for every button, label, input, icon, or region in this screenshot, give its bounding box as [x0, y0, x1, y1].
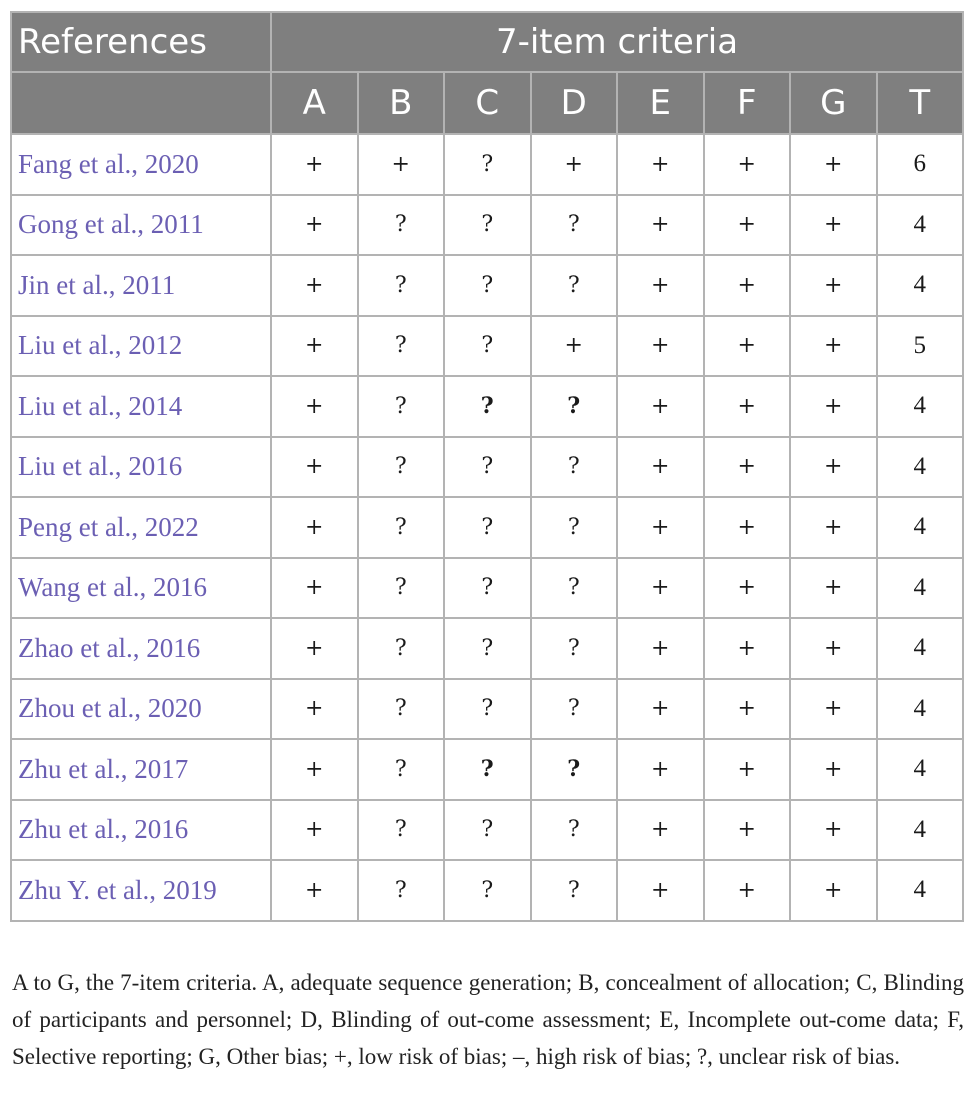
criterion-cell-g: + [790, 376, 877, 437]
table-row [11, 558, 963, 619]
criterion-cell-e: + [617, 134, 704, 195]
criterion-cell-f: + [704, 679, 791, 740]
total-score-cell: 5 [877, 316, 964, 377]
references-header-blank [11, 72, 271, 134]
criterion-cell-b: ? [358, 376, 445, 437]
criterion-cell-g: + [790, 679, 877, 740]
criterion-cell-f: + [704, 437, 791, 498]
criterion-cell-b: ? [358, 497, 445, 558]
criterion-cell-c: ? [444, 437, 531, 498]
criterion-cell-b: ? [358, 800, 445, 861]
criteria-group-header: 7-item criteria [271, 12, 963, 72]
total-score-cell: 4 [877, 195, 964, 256]
criterion-cell-a: + [271, 558, 358, 619]
column-header-f: F [704, 72, 791, 134]
column-header-d: D [531, 72, 618, 134]
criterion-cell-c: ? [444, 558, 531, 619]
criterion-cell-d: ? [531, 376, 618, 437]
criterion-cell-e: + [617, 800, 704, 861]
criterion-cell-c: ? [444, 860, 531, 921]
criterion-cell-f: + [704, 558, 791, 619]
total-score-cell: 4 [877, 679, 964, 740]
total-score-cell: 4 [877, 739, 964, 800]
criterion-cell-g: + [790, 739, 877, 800]
criterion-cell-f: + [704, 800, 791, 861]
criterion-cell-b: + [358, 134, 445, 195]
criterion-cell-c: ? [444, 255, 531, 316]
reference-link[interactable]: Zhao et al., 2016 [11, 618, 271, 679]
reference-link[interactable]: Jin et al., 2011 [11, 255, 271, 316]
criterion-cell-d: ? [531, 437, 618, 498]
table-row [11, 618, 963, 679]
criterion-cell-g: + [790, 316, 877, 377]
criterion-cell-b: ? [358, 739, 445, 800]
criterion-cell-a: + [271, 376, 358, 437]
reference-link[interactable]: Liu et al., 2016 [11, 437, 271, 498]
criterion-cell-f: + [704, 255, 791, 316]
criterion-cell-d: + [531, 316, 618, 377]
total-score-cell: 4 [877, 558, 964, 619]
criterion-cell-d: ? [531, 739, 618, 800]
criterion-cell-f: + [704, 618, 791, 679]
criterion-cell-b: ? [358, 195, 445, 256]
criterion-cell-g: + [790, 618, 877, 679]
table-row [11, 376, 963, 437]
criterion-cell-c: ? [444, 800, 531, 861]
criterion-cell-g: + [790, 860, 877, 921]
criterion-cell-d: ? [531, 255, 618, 316]
total-score-cell: 4 [877, 618, 964, 679]
criterion-cell-d: ? [531, 800, 618, 861]
header-row-top [11, 12, 963, 72]
reference-link[interactable]: Zhu et al., 2017 [11, 739, 271, 800]
criterion-cell-d: ? [531, 860, 618, 921]
criterion-cell-c: ? [444, 376, 531, 437]
table-row [11, 800, 963, 861]
reference-link[interactable]: Gong et al., 2011 [11, 195, 271, 256]
column-header-g: G [790, 72, 877, 134]
criterion-cell-a: + [271, 497, 358, 558]
criterion-cell-d: + [531, 134, 618, 195]
criterion-cell-f: + [704, 376, 791, 437]
reference-link[interactable]: Liu et al., 2012 [11, 316, 271, 377]
reference-link[interactable]: Liu et al., 2014 [11, 376, 271, 437]
criterion-cell-d: ? [531, 497, 618, 558]
criterion-cell-g: + [790, 497, 877, 558]
column-header-c: C [444, 72, 531, 134]
criterion-cell-e: + [617, 255, 704, 316]
criterion-cell-e: + [617, 437, 704, 498]
table-row [11, 679, 963, 740]
total-score-cell: 4 [877, 860, 964, 921]
criterion-cell-g: + [790, 255, 877, 316]
criterion-cell-d: ? [531, 558, 618, 619]
criterion-cell-a: + [271, 679, 358, 740]
criterion-cell-f: + [704, 316, 791, 377]
criterion-cell-f: + [704, 195, 791, 256]
reference-link[interactable]: Zhu Y. et al., 2019 [11, 860, 271, 921]
criterion-cell-b: ? [358, 860, 445, 921]
column-header-t: T [877, 72, 964, 134]
criterion-cell-a: + [271, 195, 358, 256]
criterion-cell-b: ? [358, 618, 445, 679]
column-header-e: E [617, 72, 704, 134]
criterion-cell-b: ? [358, 679, 445, 740]
criterion-cell-c: ? [444, 195, 531, 256]
criterion-cell-e: + [617, 195, 704, 256]
column-header-a: A [271, 72, 358, 134]
total-score-cell: 4 [877, 497, 964, 558]
header-row-columns [11, 72, 963, 134]
criterion-cell-b: ? [358, 558, 445, 619]
criterion-cell-e: + [617, 376, 704, 437]
criterion-cell-b: ? [358, 316, 445, 377]
reference-link[interactable]: Zhou et al., 2020 [11, 679, 271, 740]
criterion-cell-f: + [704, 497, 791, 558]
criterion-cell-a: + [271, 316, 358, 377]
criterion-cell-g: + [790, 195, 877, 256]
criterion-cell-b: ? [358, 255, 445, 316]
criterion-cell-e: + [617, 860, 704, 921]
criterion-cell-a: + [271, 618, 358, 679]
criterion-cell-d: ? [531, 679, 618, 740]
reference-link[interactable]: Zhu et al., 2016 [11, 800, 271, 861]
criterion-cell-a: + [271, 437, 358, 498]
criterion-cell-f: + [704, 860, 791, 921]
criterion-cell-c: ? [444, 739, 531, 800]
table-row [11, 255, 963, 316]
criterion-cell-d: ? [531, 618, 618, 679]
risk-of-bias-table [10, 11, 964, 922]
criterion-cell-c: ? [444, 497, 531, 558]
total-score-cell: 4 [877, 255, 964, 316]
reference-link[interactable]: Peng et al., 2022 [11, 497, 271, 558]
criterion-cell-c: ? [444, 134, 531, 195]
criterion-cell-a: + [271, 800, 358, 861]
total-score-cell: 4 [877, 800, 964, 861]
reference-link[interactable]: Wang et al., 2016 [11, 558, 271, 619]
criterion-cell-c: ? [444, 618, 531, 679]
criterion-cell-a: + [271, 860, 358, 921]
criterion-cell-a: + [271, 739, 358, 800]
criterion-cell-a: + [271, 134, 358, 195]
criterion-cell-e: + [617, 497, 704, 558]
criterion-cell-g: + [790, 800, 877, 861]
criterion-cell-g: + [790, 437, 877, 498]
table-row [11, 316, 963, 377]
total-score-cell: 4 [877, 437, 964, 498]
table-body [11, 134, 963, 921]
table-row [11, 134, 963, 195]
criterion-cell-e: + [617, 316, 704, 377]
table-footnote: A to G, the 7-item criteria. A, adequate sequence generation; B, concealment of allocation; C, Blinding of participants and personnel; D, Blinding of out-come assessment; E, Incomplete out-come data; F, Selective reporting; G, Other bias; +, low risk of bias; –, high risk of bias; ?, unclear risk of bias. [12, 970, 964, 1069]
total-score-cell: 4 [877, 376, 964, 437]
table-row [11, 195, 963, 256]
criterion-cell-b: ? [358, 437, 445, 498]
criterion-cell-e: + [617, 618, 704, 679]
criterion-cell-g: + [790, 558, 877, 619]
table-row [11, 860, 963, 921]
table-row [11, 739, 963, 800]
table-row [11, 497, 963, 558]
reference-link[interactable]: Fang et al., 2020 [11, 134, 271, 195]
criterion-cell-d: ? [531, 195, 618, 256]
criterion-cell-e: + [617, 679, 704, 740]
criterion-cell-a: + [271, 255, 358, 316]
criterion-cell-e: + [617, 739, 704, 800]
column-header-b: B [358, 72, 445, 134]
criterion-cell-e: + [617, 558, 704, 619]
criterion-cell-c: ? [444, 679, 531, 740]
criterion-cell-f: + [704, 134, 791, 195]
criterion-cell-c: ? [444, 316, 531, 377]
references-header: References [11, 12, 271, 72]
criterion-cell-g: + [790, 134, 877, 195]
criterion-cell-f: + [704, 739, 791, 800]
total-score-cell: 6 [877, 134, 964, 195]
table-row [11, 437, 963, 498]
